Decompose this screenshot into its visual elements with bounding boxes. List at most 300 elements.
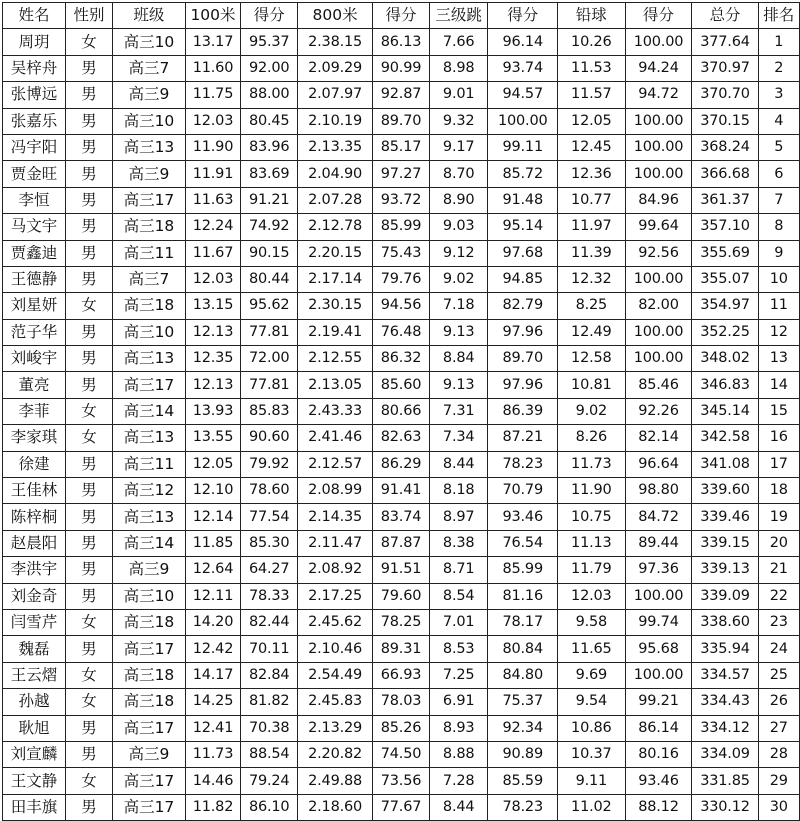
cell-name: 田丰旗	[3, 794, 66, 820]
cell-triple-jump: 9.03	[430, 214, 488, 240]
cell-class: 高三17	[113, 715, 186, 741]
cell-jump-score: 89.70	[488, 346, 558, 372]
cell-jump-score: 78.17	[488, 609, 558, 635]
score-table	[2, 2, 800, 821]
cell-shot-put: 10.26	[558, 29, 625, 55]
cell-jump-score: 84.80	[488, 662, 558, 688]
cell-gender: 男	[66, 583, 113, 609]
table-row	[3, 134, 800, 160]
cell-shot-score: 100.00	[625, 319, 692, 345]
header-name: 姓名	[3, 3, 66, 29]
cell-run-score: 91.41	[372, 478, 429, 504]
cell-shot-score: 97.36	[625, 557, 692, 583]
cell-triple-jump: 9.02	[430, 266, 488, 292]
cell-rank: 20	[758, 530, 800, 556]
cell-run-score: 90.99	[372, 55, 429, 81]
cell-total-score: 355.69	[692, 240, 758, 266]
cell-run-800m: 2.17.25	[298, 583, 373, 609]
cell-rank: 16	[758, 425, 800, 451]
cell-run-score: 86.13	[372, 29, 429, 55]
cell-gender: 男	[66, 214, 113, 240]
cell-run-800m: 2.49.88	[298, 768, 373, 794]
cell-shot-score: 94.72	[625, 82, 692, 108]
cell-shot-put: 11.79	[558, 557, 625, 583]
cell-triple-jump: 7.28	[430, 768, 488, 794]
cell-sprint-score: 80.45	[241, 108, 298, 134]
table-row	[3, 372, 800, 398]
table-row	[3, 240, 800, 266]
cell-jump-score: 97.96	[488, 319, 558, 345]
cell-total-score: 370.97	[692, 55, 758, 81]
cell-sprint-100m: 12.41	[185, 715, 240, 741]
cell-name: 李菲	[3, 398, 66, 424]
cell-shot-score: 92.56	[625, 240, 692, 266]
cell-total-score: 341.08	[692, 451, 758, 477]
cell-class: 高三13	[113, 425, 186, 451]
cell-name: 周玥	[3, 29, 66, 55]
table-row	[3, 504, 800, 530]
cell-total-score: 345.14	[692, 398, 758, 424]
cell-sprint-100m: 13.55	[185, 425, 240, 451]
cell-run-800m: 2.13.05	[298, 372, 373, 398]
cell-class: 高三13	[113, 504, 186, 530]
cell-triple-jump: 8.44	[430, 794, 488, 820]
table-row	[3, 557, 800, 583]
table-row	[3, 55, 800, 81]
header-class: 班级	[113, 3, 186, 29]
cell-name: 孙越	[3, 689, 66, 715]
cell-run-score: 66.93	[372, 662, 429, 688]
cell-run-score: 86.29	[372, 451, 429, 477]
table-row	[3, 583, 800, 609]
cell-triple-jump: 7.31	[430, 398, 488, 424]
cell-class: 高三10	[113, 319, 186, 345]
cell-run-score: 78.03	[372, 689, 429, 715]
cell-triple-jump: 8.38	[430, 530, 488, 556]
header-rank: 排名	[758, 3, 800, 29]
cell-gender: 男	[66, 346, 113, 372]
cell-gender: 男	[66, 319, 113, 345]
cell-rank: 24	[758, 636, 800, 662]
cell-class: 高三18	[113, 214, 186, 240]
cell-shot-score: 99.21	[625, 689, 692, 715]
cell-gender: 男	[66, 504, 113, 530]
cell-jump-score: 99.11	[488, 134, 558, 160]
cell-run-800m: 2.38.15	[298, 29, 373, 55]
cell-rank: 11	[758, 293, 800, 319]
cell-run-800m: 2.20.82	[298, 741, 373, 767]
cell-gender: 男	[66, 161, 113, 187]
cell-total-score: 334.57	[692, 662, 758, 688]
cell-jump-score: 76.54	[488, 530, 558, 556]
cell-rank: 5	[758, 134, 800, 160]
cell-triple-jump: 8.98	[430, 55, 488, 81]
cell-class: 高三9	[113, 82, 186, 108]
cell-sprint-100m: 12.05	[185, 451, 240, 477]
cell-name: 范子华	[3, 319, 66, 345]
cell-name: 李洪宇	[3, 557, 66, 583]
cell-name: 张博远	[3, 82, 66, 108]
cell-shot-put: 12.49	[558, 319, 625, 345]
cell-total-score: 339.15	[692, 530, 758, 556]
cell-name: 马文宇	[3, 214, 66, 240]
cell-class: 高三9	[113, 161, 186, 187]
cell-shot-score: 98.80	[625, 478, 692, 504]
cell-shot-put: 12.32	[558, 266, 625, 292]
cell-name: 刘星妍	[3, 293, 66, 319]
cell-shot-score: 94.24	[625, 55, 692, 81]
cell-total-score: 334.43	[692, 689, 758, 715]
cell-name: 冯宇阳	[3, 134, 66, 160]
table-row	[3, 214, 800, 240]
cell-shot-score: 100.00	[625, 346, 692, 372]
cell-class: 高三17	[113, 794, 186, 820]
cell-total-score: 377.64	[692, 29, 758, 55]
cell-sprint-100m: 11.85	[185, 530, 240, 556]
cell-total-score: 335.94	[692, 636, 758, 662]
cell-run-800m: 2.12.57	[298, 451, 373, 477]
cell-class: 高三12	[113, 478, 186, 504]
cell-sprint-score: 82.44	[241, 609, 298, 635]
cell-name: 陈梓桐	[3, 504, 66, 530]
cell-rank: 13	[758, 346, 800, 372]
table-row	[3, 451, 800, 477]
cell-sprint-100m: 14.46	[185, 768, 240, 794]
table-row	[3, 530, 800, 556]
table-row	[3, 82, 800, 108]
cell-name: 刘金奇	[3, 583, 66, 609]
cell-run-800m: 2.11.47	[298, 530, 373, 556]
cell-total-score: 368.24	[692, 134, 758, 160]
cell-jump-score: 85.99	[488, 557, 558, 583]
header-jump-score: 得分	[488, 3, 558, 29]
cell-gender: 男	[66, 741, 113, 767]
cell-sprint-100m: 11.63	[185, 187, 240, 213]
cell-total-score: 357.10	[692, 214, 758, 240]
cell-shot-put: 11.02	[558, 794, 625, 820]
cell-total-score: 370.70	[692, 82, 758, 108]
cell-sprint-score: 77.54	[241, 504, 298, 530]
cell-sprint-score: 80.44	[241, 266, 298, 292]
table-row	[3, 346, 800, 372]
cell-rank: 17	[758, 451, 800, 477]
cell-shot-score: 100.00	[625, 266, 692, 292]
cell-run-800m: 2.12.55	[298, 346, 373, 372]
cell-sprint-score: 95.62	[241, 293, 298, 319]
cell-jump-score: 100.00	[488, 108, 558, 134]
cell-run-score: 79.76	[372, 266, 429, 292]
cell-shot-put: 12.58	[558, 346, 625, 372]
cell-shot-put: 12.03	[558, 583, 625, 609]
cell-sprint-100m: 12.35	[185, 346, 240, 372]
cell-class: 高三13	[113, 346, 186, 372]
cell-jump-score: 82.79	[488, 293, 558, 319]
cell-rank: 2	[758, 55, 800, 81]
cell-run-score: 86.32	[372, 346, 429, 372]
cell-sprint-100m: 12.10	[185, 478, 240, 504]
cell-sprint-score: 88.54	[241, 741, 298, 767]
cell-sprint-score: 81.82	[241, 689, 298, 715]
cell-triple-jump: 9.01	[430, 82, 488, 108]
cell-run-800m: 2.09.29	[298, 55, 373, 81]
cell-run-800m: 2.07.28	[298, 187, 373, 213]
cell-class: 高三17	[113, 372, 186, 398]
header-sprint-100m: 100米	[185, 3, 240, 29]
cell-shot-score: 82.00	[625, 293, 692, 319]
cell-triple-jump: 7.25	[430, 662, 488, 688]
table-row	[3, 478, 800, 504]
cell-shot-put: 11.65	[558, 636, 625, 662]
cell-shot-put: 10.81	[558, 372, 625, 398]
cell-name: 王云熠	[3, 662, 66, 688]
cell-sprint-score: 74.92	[241, 214, 298, 240]
cell-shot-put: 11.13	[558, 530, 625, 556]
cell-shot-put: 12.36	[558, 161, 625, 187]
cell-name: 张嘉乐	[3, 108, 66, 134]
header-triple-jump: 三级跳	[430, 3, 488, 29]
cell-run-800m: 2.07.97	[298, 82, 373, 108]
table-row	[3, 715, 800, 741]
cell-sprint-100m: 11.90	[185, 134, 240, 160]
cell-gender: 女	[66, 609, 113, 635]
cell-rank: 7	[758, 187, 800, 213]
cell-run-800m: 2.12.78	[298, 214, 373, 240]
cell-rank: 30	[758, 794, 800, 820]
cell-gender: 男	[66, 715, 113, 741]
header-total-score: 总分	[692, 3, 758, 29]
cell-rank: 28	[758, 741, 800, 767]
cell-sprint-100m: 13.15	[185, 293, 240, 319]
cell-rank: 4	[758, 108, 800, 134]
cell-run-score: 94.56	[372, 293, 429, 319]
cell-sprint-100m: 12.14	[185, 504, 240, 530]
cell-triple-jump: 8.88	[430, 741, 488, 767]
cell-class: 高三17	[113, 768, 186, 794]
cell-rank: 6	[758, 161, 800, 187]
cell-name: 闫雪芹	[3, 609, 66, 635]
cell-rank: 15	[758, 398, 800, 424]
cell-run-800m: 2.08.99	[298, 478, 373, 504]
cell-gender: 男	[66, 530, 113, 556]
cell-class: 高三10	[113, 583, 186, 609]
cell-shot-score: 82.14	[625, 425, 692, 451]
cell-rank: 26	[758, 689, 800, 715]
cell-shot-score: 92.26	[625, 398, 692, 424]
table-row	[3, 293, 800, 319]
cell-sprint-100m: 12.24	[185, 214, 240, 240]
cell-jump-score: 86.39	[488, 398, 558, 424]
cell-shot-put: 9.11	[558, 768, 625, 794]
cell-total-score: 346.83	[692, 372, 758, 398]
cell-triple-jump: 8.71	[430, 557, 488, 583]
cell-jump-score: 75.37	[488, 689, 558, 715]
cell-total-score: 334.09	[692, 741, 758, 767]
cell-sprint-100m: 11.73	[185, 741, 240, 767]
cell-total-score: 334.12	[692, 715, 758, 741]
cell-rank: 1	[758, 29, 800, 55]
table-row	[3, 636, 800, 662]
cell-run-800m: 2.08.92	[298, 557, 373, 583]
cell-run-score: 89.70	[372, 108, 429, 134]
cell-sprint-score: 78.33	[241, 583, 298, 609]
cell-class: 高三10	[113, 108, 186, 134]
cell-gender: 女	[66, 293, 113, 319]
cell-gender: 男	[66, 266, 113, 292]
cell-triple-jump: 9.13	[430, 372, 488, 398]
table-row	[3, 266, 800, 292]
cell-total-score: 348.02	[692, 346, 758, 372]
cell-sprint-100m: 12.03	[185, 108, 240, 134]
cell-sprint-score: 90.60	[241, 425, 298, 451]
cell-sprint-score: 78.60	[241, 478, 298, 504]
cell-run-800m: 2.43.33	[298, 398, 373, 424]
cell-shot-score: 89.44	[625, 530, 692, 556]
cell-run-800m: 2.17.14	[298, 266, 373, 292]
cell-class: 高三18	[113, 662, 186, 688]
cell-run-score: 85.99	[372, 214, 429, 240]
cell-name: 王德静	[3, 266, 66, 292]
cell-shot-score: 85.46	[625, 372, 692, 398]
cell-sprint-score: 83.69	[241, 161, 298, 187]
cell-triple-jump: 9.12	[430, 240, 488, 266]
cell-sprint-100m: 12.11	[185, 583, 240, 609]
cell-gender: 男	[66, 82, 113, 108]
cell-jump-score: 93.74	[488, 55, 558, 81]
cell-sprint-100m: 14.17	[185, 662, 240, 688]
cell-class: 高三11	[113, 451, 186, 477]
cell-shot-score: 99.64	[625, 214, 692, 240]
cell-gender: 女	[66, 425, 113, 451]
cell-shot-put: 10.86	[558, 715, 625, 741]
header-run-800m: 800米	[298, 3, 373, 29]
cell-rank: 22	[758, 583, 800, 609]
cell-rank: 10	[758, 266, 800, 292]
cell-sprint-100m: 13.17	[185, 29, 240, 55]
cell-class: 高三13	[113, 134, 186, 160]
cell-sprint-100m: 11.82	[185, 794, 240, 820]
table-row	[3, 425, 800, 451]
cell-run-score: 82.63	[372, 425, 429, 451]
cell-sprint-100m: 12.42	[185, 636, 240, 662]
cell-run-score: 89.31	[372, 636, 429, 662]
cell-jump-score: 85.59	[488, 768, 558, 794]
cell-jump-score: 92.34	[488, 715, 558, 741]
cell-gender: 女	[66, 29, 113, 55]
cell-jump-score: 97.68	[488, 240, 558, 266]
table-row	[3, 319, 800, 345]
cell-sprint-score: 92.00	[241, 55, 298, 81]
cell-name: 董亮	[3, 372, 66, 398]
cell-shot-score: 100.00	[625, 134, 692, 160]
cell-run-800m: 2.04.90	[298, 161, 373, 187]
cell-shot-put: 11.57	[558, 82, 625, 108]
cell-total-score: 339.60	[692, 478, 758, 504]
cell-shot-put: 12.45	[558, 134, 625, 160]
cell-triple-jump: 7.34	[430, 425, 488, 451]
cell-total-score: 366.68	[692, 161, 758, 187]
cell-jump-score: 96.14	[488, 29, 558, 55]
cell-jump-score: 85.72	[488, 161, 558, 187]
cell-sprint-score: 79.92	[241, 451, 298, 477]
table-row	[3, 741, 800, 767]
cell-sprint-score: 79.24	[241, 768, 298, 794]
table-row	[3, 398, 800, 424]
table-row	[3, 29, 800, 55]
cell-total-score: 339.13	[692, 557, 758, 583]
cell-triple-jump: 8.97	[430, 504, 488, 530]
cell-jump-score: 91.48	[488, 187, 558, 213]
table-row	[3, 161, 800, 187]
cell-class: 高三18	[113, 609, 186, 635]
cell-total-score: 355.07	[692, 266, 758, 292]
cell-shot-put: 9.54	[558, 689, 625, 715]
cell-jump-score: 95.14	[488, 214, 558, 240]
cell-run-800m: 2.20.15	[298, 240, 373, 266]
cell-class: 高三18	[113, 689, 186, 715]
cell-rank: 25	[758, 662, 800, 688]
cell-class: 高三7	[113, 266, 186, 292]
header-shot-put: 铅球	[558, 3, 625, 29]
cell-class: 高三17	[113, 187, 186, 213]
cell-sprint-score: 90.15	[241, 240, 298, 266]
table-row	[3, 689, 800, 715]
header-shot-score: 得分	[625, 3, 692, 29]
cell-triple-jump: 8.53	[430, 636, 488, 662]
cell-triple-jump: 9.17	[430, 134, 488, 160]
cell-sprint-score: 70.38	[241, 715, 298, 741]
cell-run-score: 75.43	[372, 240, 429, 266]
cell-shot-put: 11.39	[558, 240, 625, 266]
cell-name: 赵晨阳	[3, 530, 66, 556]
cell-triple-jump: 9.13	[430, 319, 488, 345]
cell-rank: 8	[758, 214, 800, 240]
cell-run-score: 73.56	[372, 768, 429, 794]
cell-shot-put: 10.75	[558, 504, 625, 530]
cell-shot-score: 93.46	[625, 768, 692, 794]
table-row	[3, 609, 800, 635]
cell-sprint-score: 83.96	[241, 134, 298, 160]
cell-triple-jump: 8.18	[430, 478, 488, 504]
cell-shot-score: 96.64	[625, 451, 692, 477]
cell-triple-jump: 7.01	[430, 609, 488, 635]
cell-gender: 男	[66, 372, 113, 398]
table-row	[3, 794, 800, 820]
cell-name: 刘峻宇	[3, 346, 66, 372]
cell-triple-jump: 8.93	[430, 715, 488, 741]
cell-gender: 女	[66, 689, 113, 715]
cell-total-score: 339.09	[692, 583, 758, 609]
cell-sprint-100m: 13.93	[185, 398, 240, 424]
cell-total-score: 361.37	[692, 187, 758, 213]
cell-shot-put: 10.77	[558, 187, 625, 213]
cell-class: 高三14	[113, 530, 186, 556]
cell-triple-jump: 8.70	[430, 161, 488, 187]
cell-class: 高三14	[113, 398, 186, 424]
cell-class: 高三9	[113, 741, 186, 767]
cell-sprint-100m: 12.03	[185, 266, 240, 292]
cell-shot-put: 8.25	[558, 293, 625, 319]
cell-total-score: 339.46	[692, 504, 758, 530]
cell-rank: 18	[758, 478, 800, 504]
cell-jump-score: 90.89	[488, 741, 558, 767]
cell-sprint-100m: 12.13	[185, 372, 240, 398]
cell-gender: 女	[66, 398, 113, 424]
cell-triple-jump: 8.44	[430, 451, 488, 477]
cell-triple-jump: 7.66	[430, 29, 488, 55]
cell-name: 贾金旺	[3, 161, 66, 187]
cell-class: 高三17	[113, 636, 186, 662]
cell-run-800m: 2.10.19	[298, 108, 373, 134]
